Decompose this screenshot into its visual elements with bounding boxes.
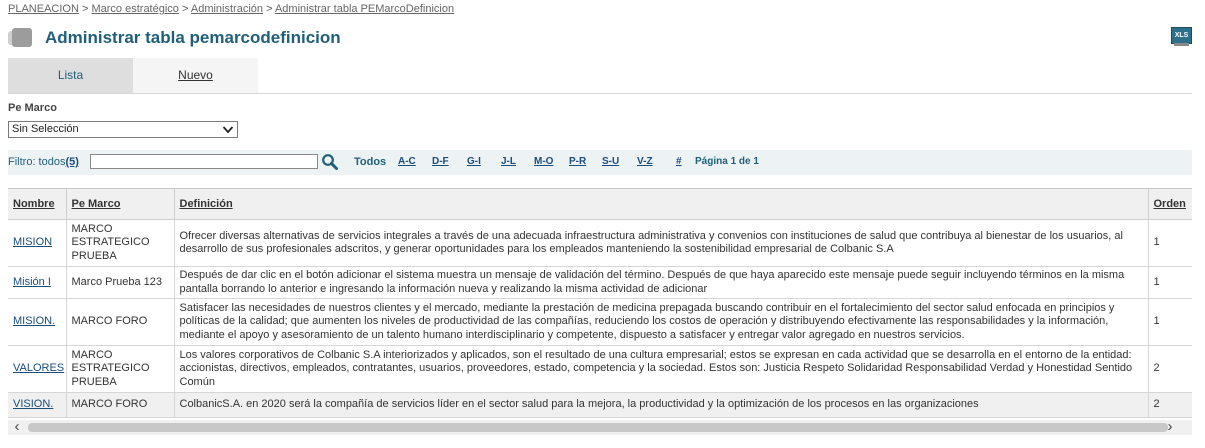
column-header-nombre[interactable]: Nombre xyxy=(8,189,66,220)
filter-letter-s-u[interactable]: S-U xyxy=(602,156,620,167)
pagination-label: Página 1 de 1 xyxy=(695,156,759,167)
table-icon xyxy=(8,28,32,47)
filter-letter-j-l[interactable]: J-L xyxy=(501,156,516,167)
pe-marco-selected-value: Sin Selección xyxy=(12,123,79,135)
filter-label xyxy=(8,156,79,168)
tab-nuevo[interactable]: Nuevo xyxy=(133,58,258,93)
breadcrumb-link-planeacion[interactable]: PLANEACION xyxy=(8,3,79,15)
cell-pe-marco: MARCO ESTRATEGICO PRUEBA xyxy=(66,346,174,393)
cell-nombre xyxy=(8,346,66,393)
table-row xyxy=(8,220,1192,267)
cell-orden: 1 xyxy=(1148,267,1192,299)
table-row xyxy=(8,346,1192,393)
cell-definicion: Después de dar clic en el botón adicionar el sistema muestra un mensaje de validación del término. Después de que haya aparecido este mensaje puede seguir incluyendo términos en la misma pantalla borrando lo anterior e ingresando la información nueva y realizando la misma actividad de adicionar xyxy=(174,267,1148,299)
cell-orden: 1 xyxy=(1148,299,1192,346)
pe-marco-select[interactable] xyxy=(8,121,238,138)
breadcrumb-link-current[interactable]: Administrar tabla PEMarcoDefinicion xyxy=(274,3,455,15)
data-grid xyxy=(8,188,1192,421)
cell-pe-marco: MARCO FORO xyxy=(66,393,174,418)
filter-label-text: Filtro: todos xyxy=(8,156,66,168)
cell-nombre xyxy=(8,299,66,346)
filter-letter-m-o[interactable]: M-O xyxy=(534,156,554,167)
row-name-link[interactable]: Misión I xyxy=(13,275,51,288)
scrollbar-thumb[interactable] xyxy=(28,423,1168,432)
filter-letter-hash[interactable]: # xyxy=(676,156,682,167)
page-title: Administrar tabla pemarcodefinicion xyxy=(45,28,341,47)
scroll-right-icon[interactable]: › xyxy=(1167,418,1173,435)
cell-nombre xyxy=(8,267,66,299)
column-header-orden[interactable]: Orden xyxy=(1148,189,1192,220)
row-name-link[interactable]: MISION. xyxy=(13,315,56,328)
cell-orden: 1 xyxy=(1148,220,1192,267)
table-row xyxy=(8,299,1192,346)
filter-count-link[interactable]: (5) xyxy=(65,156,79,168)
cell-definicion: Satisfacer las necesidades de nuestros clientes y el mercado, mediante la prestación de medicina prepagada buscando contribuir en el fortalecimiento del sector salud enfocada en principios y políticas de la calidad; que aumenten los niveles de productividad de las compañías, reduciendo los costos de operación y distribuyendo efectivamente las responsabilidades y la información, mediante el apoyo y asesoramiento de un talento humano interdisciplinario y competente, dispuesto a satisfacer y entregar valor agregado en nuestros servicios. xyxy=(174,299,1148,346)
pe-marco-label: Pe Marco xyxy=(8,102,57,114)
breadcrumb-separator: > xyxy=(81,3,89,15)
xls-export-label: XLS xyxy=(1171,27,1192,44)
cell-orden: 2 xyxy=(1148,393,1192,418)
breadcrumb xyxy=(8,3,454,15)
cell-orden: 2 xyxy=(1148,346,1192,393)
scroll-left-icon[interactable]: ‹ xyxy=(14,418,20,435)
xls-export-icon[interactable] xyxy=(1171,27,1192,47)
filter-letter-p-r[interactable]: P-R xyxy=(569,156,587,167)
filter-letter-g-i[interactable]: G-I xyxy=(467,156,481,167)
filter-letter-v-z[interactable]: V-Z xyxy=(637,156,653,167)
breadcrumb-separator: > xyxy=(266,3,273,15)
cell-pe-marco: MARCO ESTRATEGICO PRUEBA xyxy=(66,220,174,267)
cell-nombre xyxy=(8,220,66,267)
table-row xyxy=(8,267,1192,299)
table-header-row xyxy=(8,189,1192,220)
breadcrumb-separator: > xyxy=(181,3,189,15)
cell-pe-marco: Marco Prueba 123 xyxy=(66,267,174,299)
row-name-link[interactable]: VISION. xyxy=(13,398,54,411)
filter-letter-a-c[interactable]: A-C xyxy=(398,156,416,167)
breadcrumb-link-administracion[interactable]: Administración xyxy=(190,3,264,15)
filter-letter-d-f[interactable]: D-F xyxy=(432,156,449,167)
tab-lista[interactable]: Lista xyxy=(8,58,133,93)
tab-bar xyxy=(8,58,1192,94)
cell-nombre xyxy=(8,393,66,418)
cell-pe-marco: MARCO FORO xyxy=(66,299,174,346)
column-header-pe-marco[interactable]: Pe Marco xyxy=(66,189,174,220)
row-name-link[interactable]: MISION xyxy=(13,236,53,249)
column-header-definicion[interactable]: Definición xyxy=(174,189,1148,220)
filter-bar xyxy=(8,150,1192,175)
data-table xyxy=(8,189,1192,418)
table-row xyxy=(8,393,1192,418)
chevron-down-icon xyxy=(222,124,234,135)
row-name-link[interactable]: VALORES xyxy=(13,362,65,375)
search-icon[interactable] xyxy=(321,153,339,171)
breadcrumb-link-marco-estrategico[interactable]: Marco estratégico xyxy=(91,3,179,15)
cell-definicion: Ofrecer diversas alternativas de servicios integrales a través de una adecuada infraestructura administrativa y convenios con instituciones de salud que contribuya al bienestar de los usuarios, al desarrollo de sus profesionales adscritos, y generar oportunidades para los empleados manteniendo la sostenibilidad empresarial de Colbanic S.A xyxy=(174,220,1148,267)
filter-todos[interactable]: Todos xyxy=(354,156,387,168)
search-input[interactable] xyxy=(90,154,318,169)
cell-definicion: ColbanicS.A. en 2020 será la compañía de servicios líder en el sector salud para la mejora, la productividad y la optimización de los procesos en las organizaciones xyxy=(174,393,1148,418)
horizontal-scrollbar[interactable] xyxy=(8,420,1192,435)
cell-definicion: Los valores corporativos de Colbanic S.A interiorizados y aplicados, son el resultado de una cultura empresarial; estos se expresan en cada actividad que se desarrolla en el entorno de la entidad: accionistas, directivos, empleados, contratantes, usuarios, proveedores, estado, competencia y la sociedad. Estos son: Justicia Respeto Solidaridad Responsabilidad Verdad y Honestidad Sentido Común xyxy=(174,346,1148,393)
